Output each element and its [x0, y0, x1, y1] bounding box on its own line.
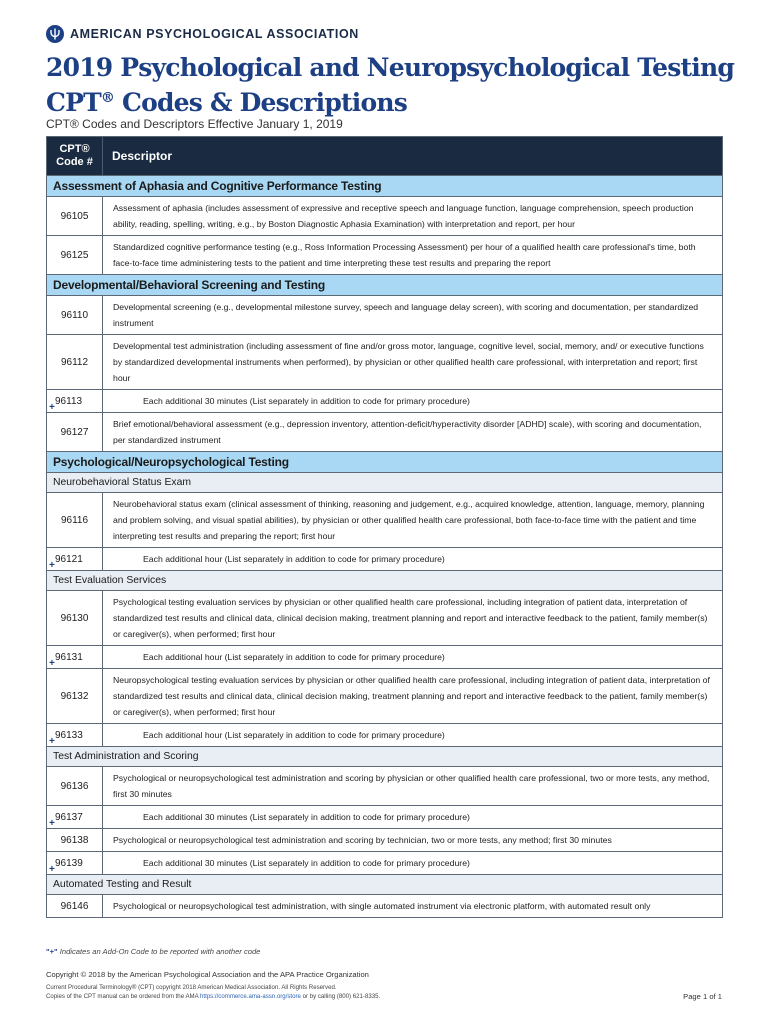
cpt-code: 96127 [60, 426, 89, 438]
descriptor-cell: Psychological or neuropsychological test administration, with single automated instrument via electronic platform, with automated result only [113, 901, 651, 911]
page-number: Page 1 of 1 [683, 992, 722, 1001]
addon-footnote [46, 947, 260, 956]
cpt-code: 96131 [55, 651, 83, 663]
code-row [47, 805, 722, 828]
code-cell [47, 829, 103, 851]
title-cpt: CPT [46, 88, 101, 117]
addon-plus-icon: + [49, 818, 55, 830]
code-row [47, 492, 722, 547]
descriptor-cell: Each additional 30 minutes (List separately in addition to code for primary procedure) [143, 812, 470, 822]
descriptor-cell: Each additional 30 minutes (List separately in addition to code for primary procedure) [143, 858, 470, 868]
descriptor-cell: Neurobehavioral status exam (clinical assessment of thinking, reasoning and judgement, e.g., acquired knowledge, attention, language, memory, planning and problem solving, and visual spatial abilities), by physician or other qualified health care professional, both face-to-face time with the patient and time interpreting test results and preparing the report; first hour [113, 499, 705, 541]
title-suffix: Codes & Descriptions [114, 88, 408, 117]
header-code [47, 137, 103, 175]
cpt-code: 96130 [60, 612, 89, 624]
descriptor-cell: Assessment of aphasia (includes assessment of expressive and receptive speech and language function, language comprehension, speech production ability, reading, spelling, writing, e.g., by Boston Diagnostic Aphasia Examination) with interpretation and report, per hour [113, 203, 694, 229]
order-info [46, 993, 380, 1000]
cpt-code: 96116 [60, 514, 89, 526]
addon-mark: "+" [46, 947, 58, 956]
header-code-line2: Code # [56, 156, 93, 168]
section-header: Psychological/Neuropsychological Testing [47, 451, 722, 472]
title-line-1: 2019 Psychological and Neuropsychological Testing [46, 53, 735, 82]
page-title [46, 52, 736, 118]
code-row [47, 590, 722, 645]
cpt-code: 96139 [55, 857, 83, 869]
addon-plus-icon: + [49, 658, 55, 670]
section-header: Assessment of Aphasia and Cognitive Performance Testing [47, 175, 722, 196]
code-row [47, 334, 722, 389]
order-prefix: Copies of the CPT manual can be ordered from the AMA [46, 993, 201, 1000]
descriptor-cell: Developmental screening (e.g., developmental milestone survey, speech and language delay screen), with scoring and documentation, per standardized instrument [113, 302, 699, 328]
code-cell [47, 852, 103, 874]
order-suffix: or by calling (800) 621-8335. [300, 993, 381, 1000]
addon-plus-icon: + [49, 402, 55, 414]
subsection-header: Neurobehavioral Status Exam [47, 472, 722, 492]
code-cell [47, 335, 103, 389]
descriptor-cell: Brief emotional/behavioral assessment (e.g., depression inventory, attention-deficit/hyperactivity disorder [ADHD] scale), with scoring and documentation, per standardized instrument [113, 419, 702, 445]
table-header [47, 137, 722, 175]
descriptor-cell: Standardized cognitive performance testing (e.g., Ross Information Processing Assessment) per hour of a qualified health care professional's time, both face-to-face time administering tests to the patient and time interpreting these test results and preparing the report [113, 242, 696, 268]
addon-plus-icon: + [49, 560, 55, 572]
code-cell [47, 591, 103, 645]
cpt-code: 96105 [60, 210, 89, 222]
descriptor-cell: Developmental test administration (including assessment of fine and/or gross motor, language, cognitive level, social, memory, and/ or executive functions by standardized developmental instruments when performed), by physician or other qualified health care professional, with interpretation and report; first hour [113, 341, 704, 383]
code-cell [47, 390, 103, 412]
cpt-code: 96146 [60, 900, 89, 912]
code-row [47, 645, 722, 668]
cpt-code: 96136 [60, 780, 89, 792]
subsection-header: Test Evaluation Services [47, 570, 722, 590]
code-row [47, 894, 722, 917]
page-subtitle: CPT® Codes and Descriptors Effective January 1, 2019 [46, 117, 343, 131]
table-body [47, 175, 722, 917]
header-descriptor: Descriptor [112, 149, 173, 163]
descriptor-cell: Each additional hour (List separately in addition to code for primary procedure) [143, 730, 445, 740]
code-row [47, 196, 722, 235]
title-reg-mark: ® [100, 90, 115, 106]
code-cell [47, 296, 103, 334]
cpt-codes-table [46, 136, 723, 918]
descriptor-cell: Neuropsychological testing evaluation services by physician or other qualified health care professional, including integration of patient data, interpretation of standardized test results and clinical data, clinical decision making, treatment planning and report and interactive feedback to the patient, family member(s) or caregiver(s), when performed; first hour [113, 675, 710, 717]
ama-store-link[interactable]: https://commerce.ama-assn.org/store [200, 993, 301, 1000]
addon-plus-icon: + [49, 736, 55, 748]
descriptor-cell: Each additional hour (List separately in addition to code for primary procedure) [143, 652, 445, 662]
code-cell [47, 767, 103, 805]
cpt-code: 96133 [55, 729, 83, 741]
section-header: Developmental/Behavioral Screening and Testing [47, 274, 722, 295]
code-cell [47, 493, 103, 547]
code-cell [47, 806, 103, 828]
brand-name: AMERICAN PSYCHOLOGICAL ASSOCIATION [70, 27, 359, 41]
code-cell [47, 669, 103, 723]
code-row [47, 547, 722, 570]
title-line-2 [46, 83, 736, 118]
code-row [47, 412, 722, 451]
code-row [47, 235, 722, 274]
brand-header [46, 24, 359, 44]
cpt-code: 96110 [60, 309, 89, 321]
addon-plus-icon: + [49, 864, 55, 876]
descriptor-cell: Each additional hour (List separately in addition to code for primary procedure) [143, 554, 445, 564]
code-cell [47, 548, 103, 570]
code-row [47, 723, 722, 746]
cpt-code: 96121 [55, 553, 83, 565]
cpt-code: 96112 [60, 356, 89, 368]
code-cell [47, 236, 103, 274]
subsection-header: Test Administration and Scoring [47, 746, 722, 766]
code-row [47, 828, 722, 851]
descriptor-cell: Each additional 30 minutes (List separately in addition to code for primary procedure) [143, 396, 470, 406]
code-row [47, 766, 722, 805]
code-row [47, 389, 722, 412]
descriptor-cell: Psychological or neuropsychological test administration and scoring by technician, two or more tests, any method; first 30 minutes [113, 835, 612, 845]
descriptor-cell: Psychological testing evaluation services by physician or other qualified health care professional, including integration of patient data, interpretation of standardized test results and clinical data, clinical decision making, treatment planning and report and interactive feedback to the patient, family member(s) or caregiver(s), when performed; first hour [113, 597, 708, 639]
header-code-line1: CPT® [59, 143, 90, 155]
copyright: Copyright © 2018 by the American Psychological Association and the APA Practice Organization [46, 970, 369, 979]
code-cell [47, 413, 103, 451]
code-cell [47, 895, 103, 917]
cpt-code: 96138 [60, 834, 89, 846]
code-cell [47, 197, 103, 235]
code-row [47, 851, 722, 874]
code-row [47, 668, 722, 723]
descriptor-cell: Psychological or neuropsychological test administration and scoring by physician or other qualified health care professional, two or more tests, any method, first 30 minutes [113, 773, 710, 799]
subsection-header: Automated Testing and Result [47, 874, 722, 894]
code-cell [47, 646, 103, 668]
cpt-code: 96125 [60, 249, 89, 261]
cpt-code: 96113 [55, 395, 83, 407]
cpt-code: 96137 [55, 811, 83, 823]
code-cell [47, 724, 103, 746]
cpt-code: 96132 [60, 690, 89, 702]
code-row [47, 295, 722, 334]
cpt-notice: Current Procedural Terminology® (CPT) copyright 2018 American Medical Association. All Rights Reserved. [46, 984, 337, 991]
apa-psi-logo-icon [46, 25, 64, 43]
footnote-text: Indicates an Add-On Code to be reported with another code [57, 947, 261, 956]
